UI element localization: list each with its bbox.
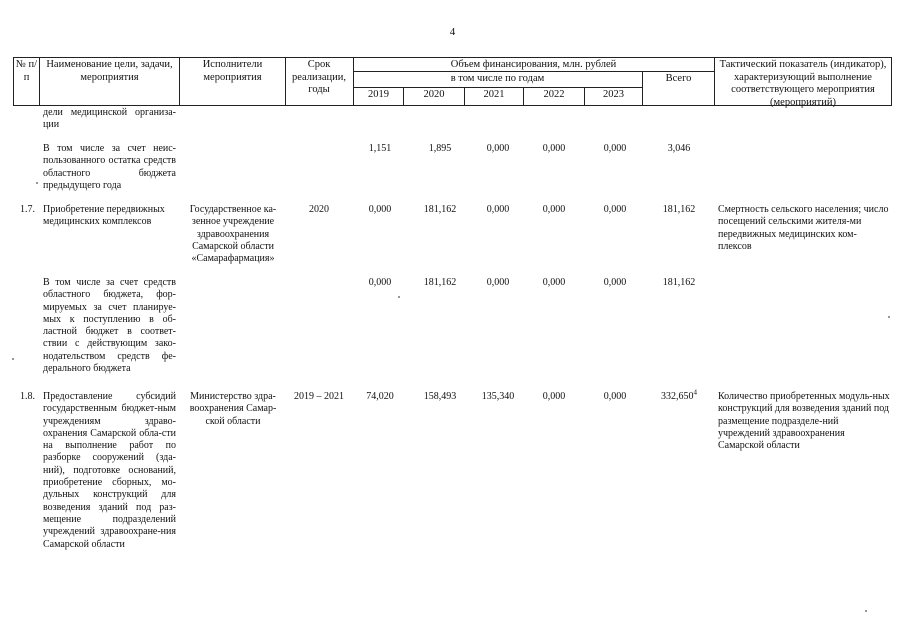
row-2-term: 2020	[309, 204, 329, 215]
header-year-2021: 2021	[483, 89, 505, 100]
row-2-executor: Государственное ка-зенное учреждение здравоохранения Самарской области «Самарафармация»	[189, 204, 277, 265]
header-term: Срок реализации, годы	[292, 59, 346, 95]
row-4-num: 1.8.	[20, 391, 35, 402]
header-year-2022: 2022	[543, 89, 565, 100]
row-2-num: 1.7.	[20, 204, 35, 215]
row-2-total: 181,162	[662, 204, 696, 215]
header-top-border	[13, 57, 892, 58]
row-4-executor: Министерство здра-воохранения Самар-ской области	[189, 391, 277, 427]
page-number: 4	[449, 26, 456, 38]
row-2-name: Приобретение передвижных медицинских комплексов	[43, 204, 165, 228]
row-1-value-2021: 0,000	[486, 143, 510, 154]
row-3-value-2023: 0,000	[603, 277, 627, 288]
row-4-total	[655, 388, 703, 403]
header-divider-total	[714, 57, 715, 106]
row-3-value-2021: 0,000	[486, 277, 510, 288]
scan-speck	[36, 182, 38, 184]
row-3-value-2022: 0,000	[542, 277, 566, 288]
row-2-value-2021: 0,000	[486, 204, 510, 215]
row-4-value-2023: 0,000	[603, 391, 627, 402]
row-1-value-2023: 0,000	[603, 143, 627, 154]
row-2-indicator: Смертность сельского населения; число посещений сельскими жителя-ми передвижных медицинских ком-плексов	[718, 204, 889, 252]
row-4-indicator: Количество приобретенных модуль-ных конструкций для возведения зданий под размещение подразделе-ний учреждений здравоохранения Самарской области	[718, 391, 890, 452]
row-1-total: 3,046	[667, 143, 691, 154]
row-1-value-2020: 1,895	[428, 143, 452, 154]
row-4-total-value: 332,650	[661, 391, 694, 402]
header-by-years: в том числе по годам	[450, 73, 545, 84]
row-3-value-2019: 0,000	[368, 277, 392, 288]
header-year-2020: 2020	[423, 89, 445, 100]
scan-speck	[12, 358, 14, 360]
row-4-value-2020: 158,493	[423, 391, 457, 402]
row-4-value-2019: 74,020	[366, 391, 394, 402]
header-num: № п/п	[15, 59, 38, 83]
header-divider-name	[179, 57, 180, 106]
row-2-value-2023: 0,000	[603, 204, 627, 215]
scan-speck	[865, 610, 867, 612]
row-4-name: Предоставление субсидий государственным бюджет-ным учреждениям здраво-охранения Самарской обла-сти на выполнение работ по разборке сооружений (зда-ний), подготовке оснований, приобретение сборных, мо-дульных конструкций для возведения зданий под раз-мещение подразделений учреждений здравоохране-ния Самарской области	[43, 391, 176, 550]
header-right-border	[891, 57, 892, 106]
row-4-term: 2019 – 2021	[294, 391, 344, 402]
header-executors: Исполнители мероприятия	[202, 59, 263, 83]
row-4-value-2022: 0,000	[542, 391, 566, 402]
header-funding: Объем финансирования, млн. рублей	[450, 59, 617, 70]
row-1-name: В том числе за счет неис-пользованного остатка средств областного бюджета предыдущего года	[43, 143, 176, 191]
scan-speck	[888, 316, 890, 318]
header-year-2019: 2019	[368, 89, 389, 100]
row-2-value-2019: 0,000	[368, 204, 392, 215]
row-0-name: дели медицинской организа-ции	[43, 107, 176, 131]
scan-speck	[398, 296, 400, 298]
row-1-value-2019: 1,151	[368, 143, 392, 154]
header-indicator: Тактический показатель (индикатор), характеризующий выполнение соответствующего мероприятия (мероприятий)	[719, 59, 887, 108]
row-2-value-2022: 0,000	[542, 204, 566, 215]
row-4-value-2021: 135,340	[481, 391, 515, 402]
header-total: Всего	[665, 73, 692, 84]
row-3-name: В том числе за счет средств областного бюджета, фор-мируемых за счет планируе-мых к поступлению в об-ластной бюджет в соответ-ствии с действующим зако-нодательством средств фе-дерального бюджета	[43, 277, 176, 375]
header-year-2023: 2023	[603, 89, 624, 100]
row-4-total-footnote-mark: 4	[693, 388, 697, 397]
row-2-value-2020: 181,162	[423, 204, 457, 215]
header-years-border	[353, 87, 642, 88]
row-1-value-2022: 0,000	[542, 143, 566, 154]
row-3-value-2020: 181,162	[423, 277, 457, 288]
header-divider-executors	[285, 57, 286, 106]
header-divider-num	[39, 57, 40, 106]
row-3-total: 181,162	[662, 277, 696, 288]
header-name: Наименование цели, задачи, мероприятия	[46, 59, 173, 83]
